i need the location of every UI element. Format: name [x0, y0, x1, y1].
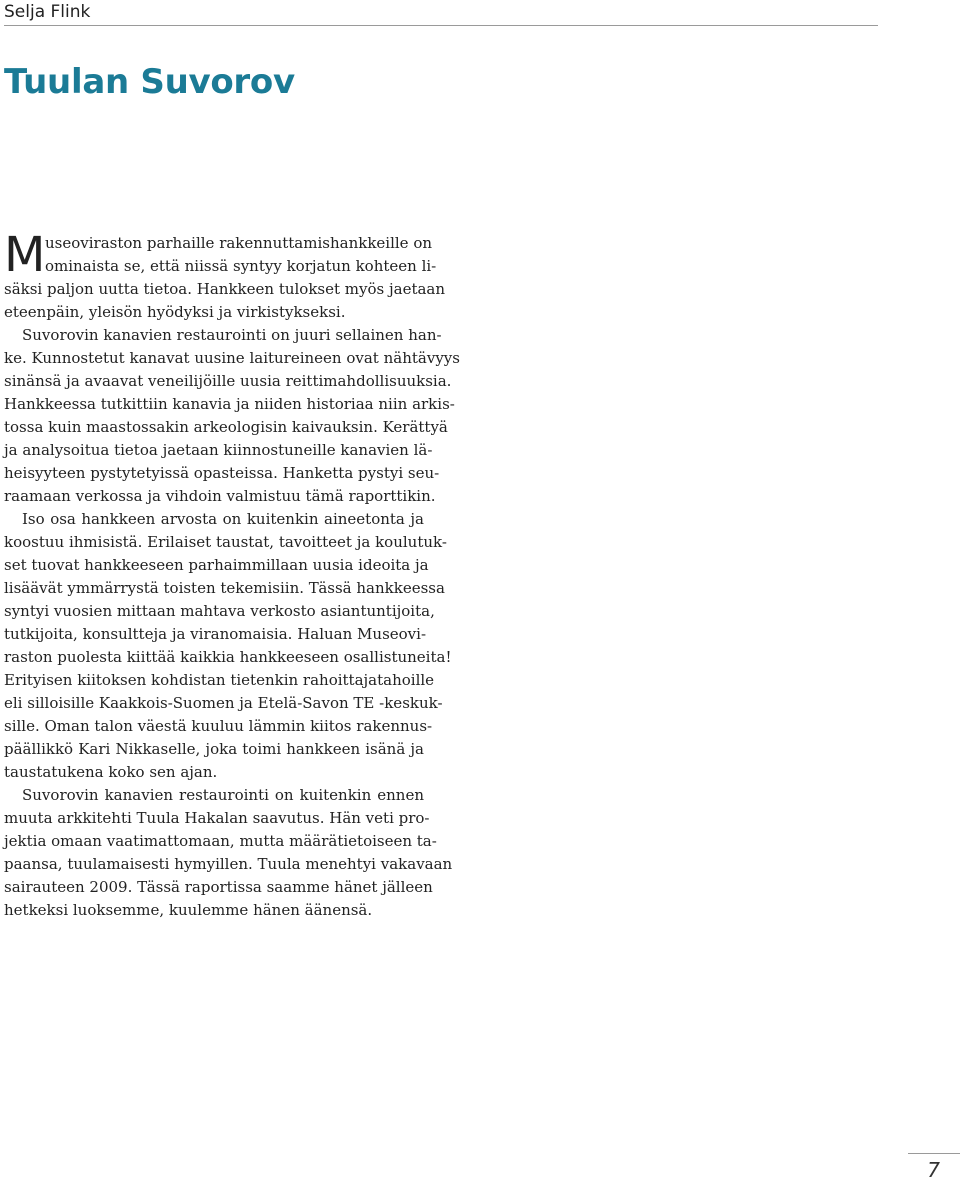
text-line: jektia omaan vaatimattomaan, mutta määrätietoiseen ta- — [4, 832, 437, 850]
text-line: muuta arkkitehti Tuula Hakalan saavutus. Hän veti pro- — [4, 809, 430, 827]
page-title: Tuulan Suvorov — [4, 62, 295, 102]
text-line: ja analysoitua tietoa jaetaan kiinnostuneille kanavien lä- — [4, 441, 433, 459]
text-line: hetkeksi luoksemme, kuulemme hänen äänensä. — [4, 901, 373, 919]
text-line: ke. Kunnostetut kanavat uusine laitureineen ovat nähtävyys — [4, 349, 460, 367]
text-line: set tuovat hankkeeseen parhaimmillaan uusia ideoita ja — [4, 556, 429, 574]
text-line: Iso osa hankkeen arvosta on kuitenkin aineetonta ja — [22, 510, 424, 528]
text-line: koostuu ihmisistä. Erilaiset taustat, tavoitteet ja koulutuk- — [4, 533, 447, 551]
text-line: sille. Oman talon väestä kuuluu lämmin kiitos rakennus- — [4, 717, 433, 735]
running-header-author: Selja Flink — [4, 2, 91, 22]
header-rule — [4, 25, 878, 26]
text-line: säksi paljon uutta tietoa. Hankkeen tulokset myös jaetaan — [4, 280, 446, 298]
text-line: sinänsä ja avaavat veneilijöille uusia reittimahdollisuuksia. — [4, 372, 452, 390]
text-line: Erityisen kiitoksen kohdistan tietenkin rahoittajatahoille — [4, 671, 435, 689]
text-line: sairauteen 2009. Tässä raportissa saamme hänet jälleen — [4, 878, 433, 896]
text-line: taustatukena koko sen ajan. — [4, 763, 218, 781]
text-line: tutkijoita, konsultteja ja viranomaisia. Haluan Museovi- — [4, 625, 427, 643]
drop-cap: M — [4, 227, 46, 283]
body-text — [4, 227, 460, 922]
footer-rule — [908, 1153, 960, 1154]
text-line: ominaista se, että niissä syntyy korjatun kohteen li- — [45, 257, 437, 275]
text-line: tossa kuin maastossakin arkeologisin kaivauksin. Kerättyä — [4, 418, 448, 436]
text-line: Hankkeessa tutkittiin kanavia ja niiden historiaa niin arkis- — [4, 395, 455, 413]
page-number: 7 — [927, 1158, 940, 1182]
text-line: raamaan verkossa ja vihdoin valmistuu tämä raporttikin. — [4, 487, 436, 505]
text-line: päällikkö Kari Nikkaselle, joka toimi hankkeen isänä ja — [4, 740, 424, 758]
text-line: eteenpäin, yleisön hyödyksi ja virkistykseksi. — [4, 303, 346, 321]
text-line: Suvorovin kanavien restaurointi on juuri sellainen han- — [22, 326, 442, 344]
text-line: paansa, tuulamaisesti hymyillen. Tuula menehtyi vakavaan — [4, 855, 453, 873]
text-line: eli silloisille Kaakkois-Suomen ja Etelä-Savon TE -keskuk- — [4, 694, 443, 712]
text-line: heisyyteen pystytetyissä opasteissa. Hanketta pystyi seu- — [4, 464, 440, 482]
text-line: Suvorovin kanavien restaurointi on kuitenkin ennen — [22, 786, 424, 804]
text-line: lisäävät ymmärrystä toisten tekemisiin. Tässä hankkeessa — [4, 579, 445, 597]
text-line-content: useoviraston parhaille rakennuttamishankkeille on — [45, 234, 433, 252]
text-line: syntyi vuosien mittaan mahtava verkosto asiantuntijoita, — [4, 602, 435, 620]
text-line: raston puolesta kiittää kaikkia hankkeeseen osallistuneita! — [4, 648, 452, 666]
